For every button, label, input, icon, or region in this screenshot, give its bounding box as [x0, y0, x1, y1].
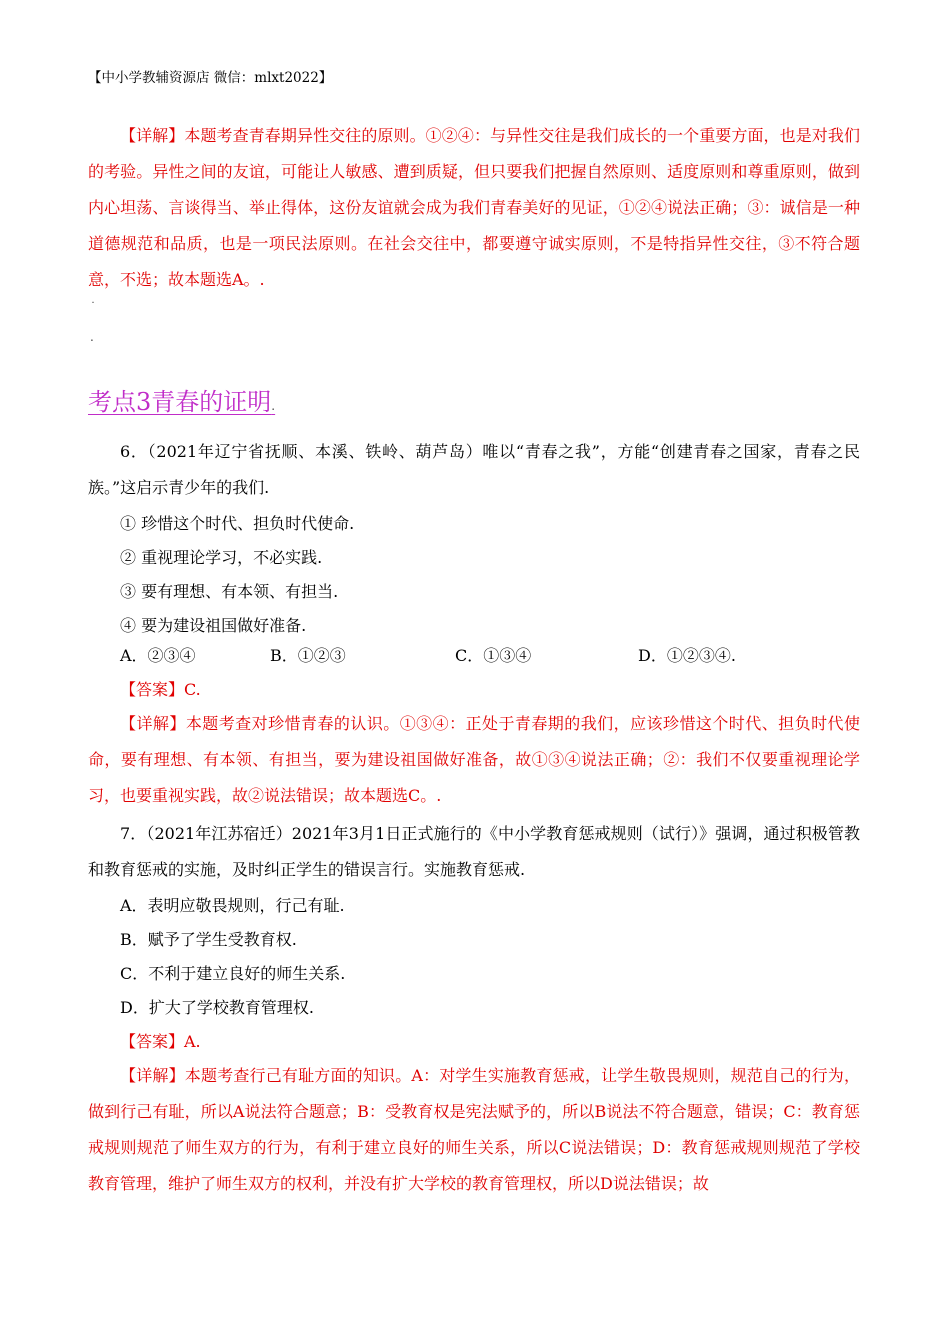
- section-title-tail: .: [271, 399, 276, 413]
- q7-option-c: C．不利于建立良好的师生关系.: [120, 964, 346, 983]
- q7-option-b: B．赋予了学生受教育权.: [120, 930, 297, 949]
- q6-answer: 【答案】C.: [120, 680, 201, 699]
- q7-answer: 【答案】A.: [120, 1032, 201, 1051]
- q6-item-3: ③ 要有理想、有本领、有担当.: [120, 582, 339, 601]
- q7-option-d: D．扩大了学校教育管理权.: [120, 998, 314, 1017]
- stray-mark-2: .: [90, 330, 94, 344]
- section-title-text: 考点3青春的证明: [88, 388, 272, 416]
- q6-option-a: A．②③④: [120, 646, 196, 665]
- q6-item-1: ① 珍惜这个时代、担负时代使命.: [120, 514, 355, 533]
- q6-explanation: 【详解】本题考查对珍惜青春的认识。①③④：正处于青春期的我们，应该珍惜这个时代、担负时代使命，要有理想、有本领、有担当，要为建设祖国做好准备，故①③④说法正确；②：我们不仅要重视理论学习，也要重视实践，故②说法错误；故本题选C。.: [88, 714, 860, 805]
- q6-stem: 6．（2021年辽宁省抚顺、本溪、铁岭、葫芦岛）唯以“青春之我”，方能“创建青春之国家，青春之民族。”这启示青少年的我们.: [88, 442, 860, 497]
- section-heading: [88, 382, 275, 417]
- q6-item-2: ② 重视理论学习，不必实践.: [120, 548, 323, 567]
- q6-option-b: B．①②③: [270, 646, 346, 665]
- watermark-header: 【中小学教辅资源店 微信：mlxt2022】: [88, 70, 333, 86]
- q6-option-c: C．①③④: [455, 646, 532, 665]
- q6-option-d: D．①②③④.: [638, 646, 736, 665]
- q6-item-4: ④ 要为建设祖国做好准备.: [120, 616, 307, 635]
- q7-explanation: 【详解】本题考查行己有耻方面的知识。A：对学生实施教育惩戒，让学生敬畏规则，规范自己的行为，做到行己有耻，所以A说法符合题意；B：受教育权是宪法赋予的，所以B说法不符合题意，错误；C：教育惩戒规则规范了师生双方的行为，有利于建立良好的师生关系，所以C说法错误；D：教育惩戒规则规范了学校教育管理，维护了师生双方的权利，并没有扩大学校的教育管理权，所以D说法错误；故: [88, 1066, 860, 1193]
- q7-stem: 7．（2021年江苏宿迁）2021年3月1日正式施行的《中小学教育惩戒规则（试行）》强调，通过积极管教和教育惩戒的实施，及时纠正学生的错误言行。实施教育惩戒.: [88, 824, 860, 879]
- stray-mark-1: ˙: [90, 300, 96, 314]
- explanation-block-1: 【详解】本题考查青春期异性交往的原则。①②④：与异性交往是我们成长的一个重要方面，也是对我们的考验。异性之间的友谊，可能让人敏感、遭到质疑，但只要我们把握自然原则、适度原则和尊重原则，做到内心坦荡、言谈得当、举止得体，这份友谊就会成为我们青春美好的见证，①②④说法正确；③：诚信是一种道德规范和品质，也是一项民法原则。在社会交往中，都要遵守诚实原则，不是特指异性交往，③不符合题意，不选；故本题选A。.: [88, 126, 860, 289]
- q7-option-a: A．表明应敬畏规则，行己有耻.: [120, 896, 345, 915]
